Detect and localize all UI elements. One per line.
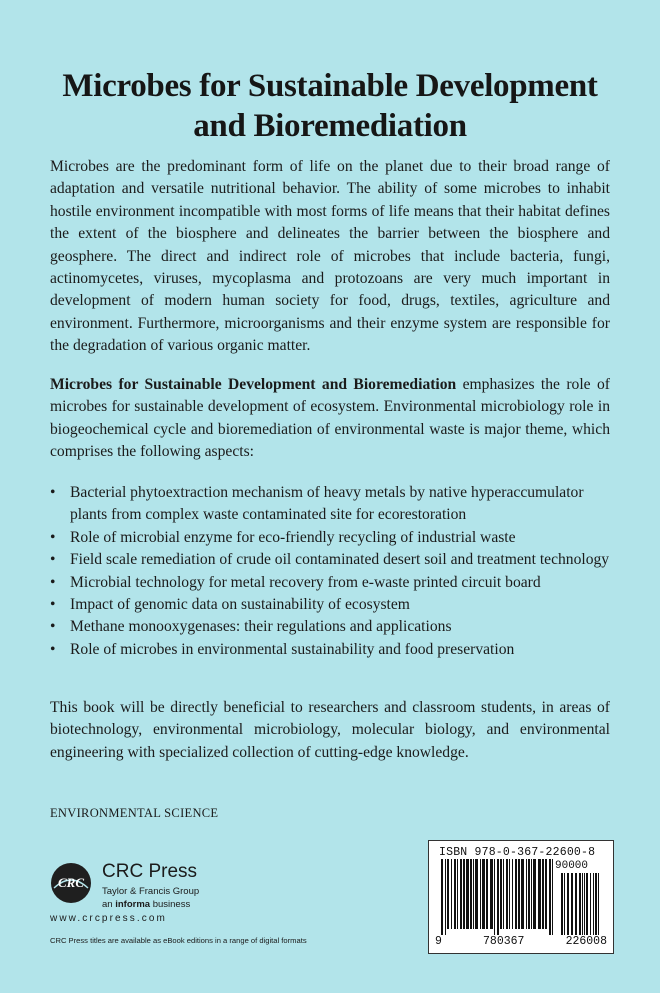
aspect-text: Methane monooxygenases: their regulations and applications bbox=[70, 618, 452, 636]
aspect-item bbox=[50, 616, 610, 638]
barcode-bar bbox=[521, 859, 524, 929]
barcode-bars bbox=[437, 859, 605, 937]
barcode-bar bbox=[447, 859, 449, 929]
barcode-addon-bar bbox=[584, 873, 585, 935]
barcode-addon-bar bbox=[582, 873, 583, 935]
barcode-bar bbox=[480, 859, 481, 929]
aspect-item bbox=[50, 527, 610, 549]
barcode-bar bbox=[515, 859, 517, 929]
aspect-item bbox=[50, 482, 610, 527]
publisher-website-link[interactable]: www.crcpress.com bbox=[50, 913, 167, 924]
price-code: 90000 bbox=[555, 860, 589, 872]
scope-text: emphasizes the role of microbes for sustainable development of ecosystem. Environmental microbiology role in biogeochemical cycle and bioremediation of environmental waste is major theme, which comprises the following aspects: bbox=[50, 376, 610, 461]
bullet-icon: • bbox=[50, 618, 56, 636]
aspect-text: Role of microbial enzyme for eco-friendly recycling of industrial waste bbox=[70, 528, 516, 546]
bullet-icon: • bbox=[50, 528, 56, 546]
bullet-icon: • bbox=[50, 551, 56, 569]
bullet-icon: • bbox=[50, 484, 56, 501]
book-title-line-2: and Bioremediation bbox=[193, 108, 467, 144]
barcode-bar bbox=[506, 859, 508, 929]
aspect-item bbox=[50, 549, 610, 571]
barcode-bar bbox=[473, 859, 474, 929]
scope-paragraph bbox=[50, 374, 610, 464]
barcode-bar bbox=[518, 859, 520, 929]
aspects-list bbox=[50, 482, 610, 661]
barcode-bar bbox=[526, 859, 527, 929]
barcode-bar bbox=[512, 859, 513, 929]
barcode-bar bbox=[552, 859, 553, 935]
barcode-bar bbox=[451, 859, 452, 929]
aspect-text: Field scale remediation of crude oil contaminated desert soil and treatment technology bbox=[70, 551, 610, 569]
barcode-addon-bar bbox=[579, 873, 581, 935]
barcode-bar bbox=[470, 859, 472, 929]
barcode-addon-bar bbox=[564, 873, 565, 935]
barcode-bar bbox=[545, 859, 547, 929]
isbn-barcode bbox=[428, 840, 614, 954]
aspect-item bbox=[50, 572, 610, 594]
barcode-bar bbox=[466, 859, 469, 929]
barcode-addon-bar bbox=[590, 873, 591, 935]
bullet-icon: • bbox=[50, 640, 56, 658]
barcode-bar bbox=[475, 859, 478, 929]
barcode-bar bbox=[538, 859, 541, 929]
barcode-addon-bar bbox=[595, 873, 597, 935]
barcode-bar bbox=[494, 859, 495, 935]
crc-logo-text: CRC bbox=[57, 875, 85, 890]
barcode-addon-bar bbox=[571, 873, 573, 935]
aspect-text: Role of microbes in environmental sustainability and food preservation bbox=[70, 640, 515, 658]
barcode-bar bbox=[486, 859, 488, 929]
barcode-bar bbox=[457, 859, 458, 929]
barcode-bar bbox=[503, 859, 504, 929]
barcode-addon-bar bbox=[598, 873, 599, 935]
barcode-bar bbox=[460, 859, 462, 929]
barcode-digit-group-2: 226008 bbox=[565, 935, 607, 948]
audience-paragraph: This book will be directly beneficial to researchers and classroom students, in areas of biotechnology, environmental microbiology, molecular biology, and environmental engineering with specialized collection of cutting-edge knowledge. bbox=[50, 699, 610, 761]
barcode-bar bbox=[445, 859, 446, 935]
publisher-group: Taylor & Francis Group bbox=[102, 886, 200, 897]
barcode-bar bbox=[531, 859, 532, 929]
ebook-note: CRC Press titles are available as eBook editions in a range of digital formats bbox=[50, 936, 307, 945]
barcode-digit-group-1: 780367 bbox=[483, 935, 525, 948]
crc-logo-icon bbox=[50, 862, 92, 904]
barcode-addon-bar bbox=[575, 873, 577, 935]
aspect-text: Bacterial phytoextraction mechanism of heavy metals by native hyperaccumulator plants from complex waste contaminated site for ecorestoration bbox=[70, 484, 584, 524]
barcode-bar bbox=[463, 859, 465, 929]
bullet-icon: • bbox=[50, 596, 56, 614]
barcode-digits bbox=[435, 935, 607, 948]
barcode-bar bbox=[533, 859, 536, 929]
barcode-bar bbox=[490, 859, 493, 929]
barcode-bar bbox=[454, 859, 456, 929]
barcode-bar bbox=[542, 859, 544, 929]
intro-paragraph: Microbes are the predominant form of life on the planet due to their broad range of adaptation and versatile nutritional behavior. The ability of some microbes to inhabit hostile environment incompatible with most forms of life means that their habitat defines the extent of the biosphere and delineates the barrier between the biosphere and geosphere. The direct and indirect role of microbes that include bacteria, fungi, actinomycetes, viruses, mycoplasma and protozoans are very much important in development of modern human society for food, drugs, textiles, agriculture and environment. Furthermore, microorganisms and their enzyme system are responsible for the degradation of various organic matter. bbox=[50, 158, 610, 355]
aspect-item bbox=[50, 594, 610, 616]
informa-prefix: an bbox=[102, 899, 116, 910]
book-title bbox=[0, 66, 660, 146]
barcode-digit-lead: 9 bbox=[435, 935, 442, 948]
publisher-informa-line bbox=[102, 899, 190, 910]
barcode-addon-bar bbox=[593, 873, 594, 935]
barcode-bar bbox=[528, 859, 530, 929]
informa-suffix: business bbox=[150, 899, 191, 910]
barcode-bar bbox=[500, 859, 502, 929]
barcode-bar bbox=[549, 859, 551, 935]
barcode-bar bbox=[441, 859, 443, 935]
barcode-bar bbox=[497, 859, 499, 935]
publisher-name: CRC Press bbox=[102, 861, 198, 882]
bullet-icon: • bbox=[50, 573, 56, 591]
scope-book-title: Microbes for Sustainable Development and Bioremediation bbox=[50, 376, 457, 393]
barcode-addon-bar bbox=[586, 873, 588, 935]
barcode-addon-bar bbox=[561, 873, 563, 935]
isbn-number: ISBN 978-0-367-22600-8 bbox=[439, 846, 596, 859]
subject-category: ENVIRONMENTAL SCIENCE bbox=[50, 806, 219, 820]
aspect-item bbox=[50, 639, 610, 661]
barcode-bar bbox=[482, 859, 485, 929]
aspect-text: Microbial technology for metal recovery from e-waste printed circuit board bbox=[70, 573, 541, 591]
barcode-addon-bar bbox=[567, 873, 569, 935]
aspect-text: Impact of genomic data on sustainability of ecosystem bbox=[70, 596, 410, 614]
book-title-line-1: Microbes for Sustainable Development bbox=[62, 68, 598, 104]
informa-bold: informa bbox=[115, 899, 151, 910]
barcode-bar bbox=[509, 859, 510, 929]
